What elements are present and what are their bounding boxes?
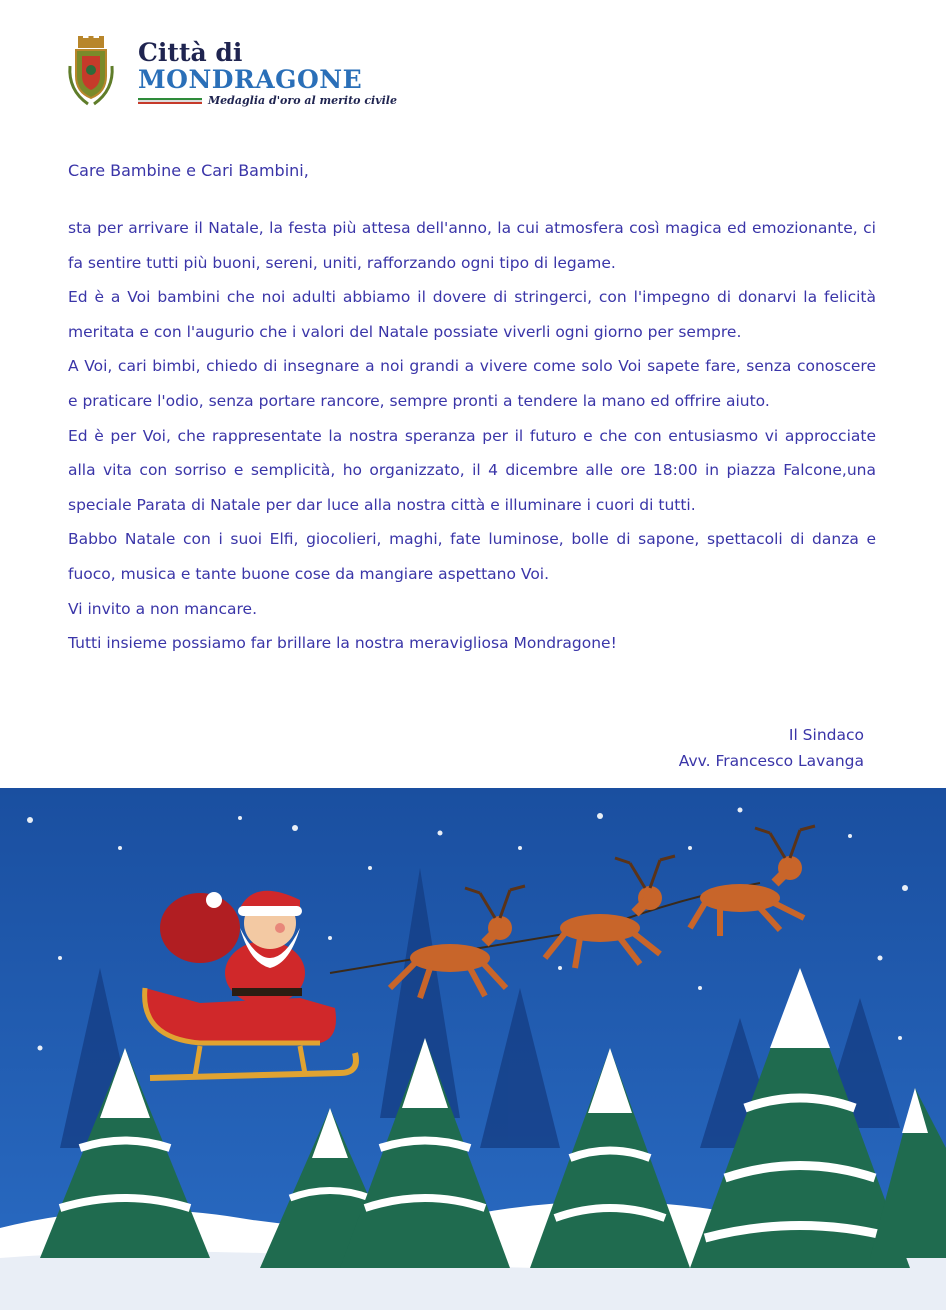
city-prefix: Città di (138, 38, 243, 67)
letterhead (66, 36, 466, 116)
paragraph: sta per arrivare il Natale, la festa più attesa dell'anno, la cui atmosfera così magica ed emozionante, ci fa sentire tutti più buoni, sereni, uniti, rafforzando ogni tipo di legame. (68, 219, 876, 272)
signature-title: Il Sindaco (788, 726, 864, 744)
paragraph: Ed è a Voi bambini che noi adulti abbiamo il dovere di stringerci, con l'impegno di donarvi la felicità meritata e con l'augurio che i valori del Natale possiate viverli ogni giorno per sempre. (68, 288, 876, 341)
letter-body (68, 156, 876, 661)
coat-of-arms-icon (66, 36, 116, 108)
letter-paragraphs (68, 211, 876, 661)
christmas-illustration (0, 788, 946, 1310)
greeting: Care Bambine e Cari Bambini, (68, 161, 309, 180)
motto: Medaglia d'oro al merito civile (208, 94, 397, 107)
signature-name: Avv. Francesco Lavanga (678, 752, 864, 770)
paragraph: Tutti insieme possiamo far brillare la nostra meravigliosa Mondragone! (68, 634, 617, 653)
paragraph: Vi invito a non mancare. (68, 599, 258, 618)
signature-block (679, 722, 864, 774)
paragraph: A Voi, cari bimbi, chiedo di insegnare a noi grandi a vivere come solo Voi sapete fare, senza conoscere e praticare l'odio, senza portare rancore, sempre pronti a tendere la mano ed offrire aiuto. (68, 357, 876, 410)
paragraph: Ed è per Voi, che rappresentate la nostra speranza per il futuro e che con entusiasmo vi approcciate alla vita con sorriso e semplicità, ho organizzato, il 4 dicembre alle ore 18:00 in piazza Falcone,una speciale Parata di Natale per dar luce alla nostra città e illuminare i cuori di tutti. (68, 426, 876, 514)
tricolor-line-icon (138, 98, 202, 104)
brand-block (138, 38, 397, 107)
city-name: MONDRAGONE (138, 65, 363, 94)
paragraph: Babbo Natale con i suoi Elfi, giocolieri, maghi, fate luminose, bolle di sapone, spettacoli di danza e fuoco, musica e tante buone cose da mangiare aspettano Voi. (68, 530, 876, 583)
